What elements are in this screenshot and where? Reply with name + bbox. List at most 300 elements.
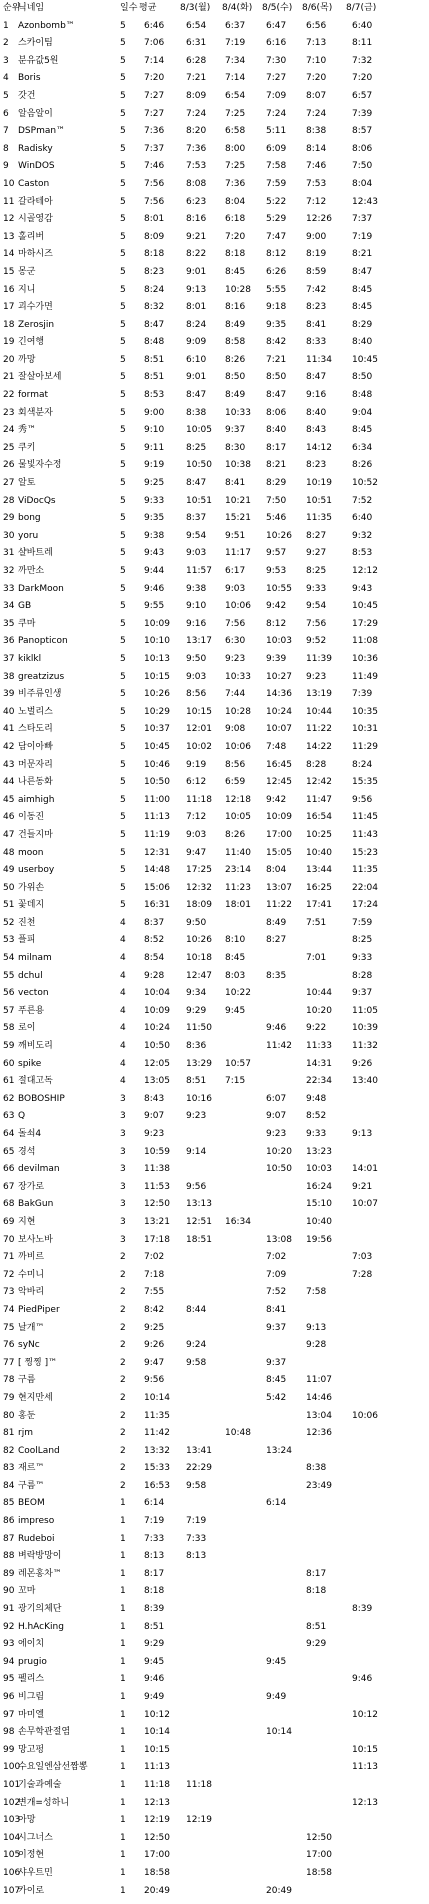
days-cell: 5	[120, 812, 126, 823]
day-2-cell: 8:04	[225, 196, 246, 207]
table-row	[0, 932, 429, 950]
day-5-cell: 7:59	[352, 917, 373, 928]
day-5-cell: 8:57	[352, 126, 373, 137]
average-cell: 7:56	[144, 178, 165, 189]
average-cell: 8:54	[144, 953, 165, 964]
table-row	[0, 1795, 429, 1813]
average-cell: 8:13	[144, 1551, 165, 1562]
table-row	[0, 387, 429, 405]
table-row	[0, 18, 429, 36]
rank-cell: 25	[3, 442, 15, 453]
day-3-cell: 8:49	[266, 917, 287, 928]
rank-cell: 61	[3, 1076, 15, 1087]
days-cell: 5	[120, 73, 126, 84]
table-row	[0, 915, 429, 933]
day-2-cell: 8:30	[225, 442, 246, 453]
days-cell: 3	[120, 1146, 126, 1157]
average-cell: 14:48	[144, 865, 170, 876]
days-cell: 5	[120, 900, 126, 911]
day-3-cell: 7:09	[266, 90, 287, 101]
table-row	[0, 35, 429, 53]
day-3-cell: 8:50	[266, 372, 287, 383]
average-cell: 9:28	[144, 970, 165, 981]
day-4-cell: 22:34	[306, 1076, 332, 1087]
table-row	[0, 1196, 429, 1214]
rank-cell: 62	[3, 1093, 15, 1104]
nickname-cell: yoru	[18, 530, 39, 541]
days-cell: 2	[120, 1410, 126, 1421]
day-2-cell: 6:18	[225, 214, 246, 225]
rank-cell: 100	[3, 1762, 21, 1773]
day-4-cell: 8:52	[306, 1111, 327, 1122]
day-1-cell: 10:16	[186, 1093, 212, 1104]
average-cell: 12:13	[144, 1797, 170, 1808]
day-4-cell: 8:51	[306, 1621, 327, 1632]
day-3-cell: 7:48	[266, 741, 287, 752]
day-2-cell: 10:28	[225, 284, 251, 295]
days-cell: 5	[120, 143, 126, 154]
day-2-cell: 8:50	[225, 372, 246, 383]
days-cell: 3	[120, 1216, 126, 1227]
day-2-cell: 8:45	[225, 266, 246, 277]
day-1-cell: 9:50	[186, 917, 207, 928]
rank-cell: 32	[3, 566, 15, 576]
day-1-cell: 9:29	[186, 1005, 207, 1016]
table-row	[0, 334, 429, 352]
table-row	[0, 405, 429, 423]
table-row	[0, 440, 429, 458]
table-row	[0, 1302, 429, 1320]
day-5-cell: 8:26	[352, 460, 373, 471]
table-row	[0, 757, 429, 775]
day-2-cell: 6:17	[225, 566, 246, 576]
day-4-cell: 10:51	[306, 495, 332, 506]
nickname-cell: 날개™	[18, 1322, 45, 1333]
day-3-cell: 17:00	[266, 829, 292, 840]
day-4-cell: 9:23	[306, 671, 327, 682]
day-2-cell: 7:44	[225, 689, 246, 700]
table-row	[0, 475, 429, 493]
day-3-cell: 6:07	[266, 1093, 287, 1104]
average-cell: 10:12	[144, 1709, 170, 1720]
rank-cell: 72	[3, 1269, 15, 1280]
header-average: 평균	[139, 3, 157, 13]
day-5-cell: 8:25	[352, 935, 373, 946]
day-2-cell: 8:49	[225, 390, 246, 401]
days-cell: 5	[120, 759, 126, 770]
table-row	[0, 1020, 429, 1038]
days-cell: 1	[120, 1674, 126, 1685]
day-1-cell: 12:51	[186, 1216, 212, 1227]
day-5-cell: 9:04	[352, 407, 373, 418]
day-3-cell: 12:45	[266, 777, 292, 788]
day-2-cell: 9:45	[225, 1005, 246, 1016]
rank-cell: 63	[3, 1111, 15, 1122]
nickname-cell: 수미니	[18, 1269, 45, 1280]
day-2-cell: 15:21	[225, 513, 251, 524]
table-row	[0, 1390, 429, 1408]
average-cell: 8:51	[144, 1621, 165, 1632]
rank-cell: 27	[3, 478, 15, 489]
days-cell: 2	[120, 1287, 126, 1298]
rank-cell: 103	[3, 1815, 21, 1826]
rank-cell: 14	[3, 249, 15, 260]
day-4-cell: 8:27	[306, 530, 327, 541]
nickname-cell: bong	[18, 513, 41, 524]
day-5-cell: 8:39	[352, 1604, 373, 1615]
day-2-cell: 9:51	[225, 530, 246, 541]
days-cell: 2	[120, 1304, 126, 1315]
nickname-cell: 꽃데지	[18, 900, 45, 911]
day-4-cell: 7:58	[306, 1287, 327, 1298]
average-cell: 9:35	[144, 513, 165, 524]
day-3-cell: 9:07	[266, 1111, 287, 1122]
average-cell: 7:56	[144, 196, 165, 207]
day-1-cell: 8:09	[186, 90, 207, 101]
rank-cell: 50	[3, 882, 15, 893]
table-row	[0, 123, 429, 141]
day-4-cell: 14:12	[306, 442, 332, 453]
table-row	[0, 246, 429, 264]
days-cell: 1	[120, 1604, 126, 1615]
day-2-cell: 7:19	[225, 38, 246, 49]
day-2-cell: 7:25	[225, 161, 246, 172]
nickname-cell: 망고펑	[18, 1744, 45, 1755]
days-cell: 5	[120, 55, 126, 66]
day-2-cell: 8:56	[225, 759, 246, 770]
day-4-cell: 14:22	[306, 741, 332, 752]
day-2-cell: 10:33	[225, 671, 251, 682]
rank-cell: 66	[3, 1164, 15, 1175]
days-cell: 1	[120, 1815, 126, 1826]
table-row	[0, 1548, 429, 1566]
day-3-cell: 8:35	[266, 970, 287, 981]
nickname-cell: Panopticon	[18, 636, 68, 647]
nickname-cell: 경석	[18, 1146, 36, 1157]
average-cell: 8:18	[144, 1586, 165, 1597]
average-cell: 7:19	[144, 1516, 165, 1527]
day-1-cell: 18:09	[186, 900, 212, 911]
days-cell: 5	[120, 231, 126, 242]
nickname-cell: Zerosjin	[18, 319, 55, 330]
day-4-cell: 8:43	[306, 425, 327, 436]
days-cell: 5	[120, 249, 126, 260]
average-cell: 8:01	[144, 214, 165, 225]
table-row	[0, 1601, 429, 1619]
average-cell: 7:27	[144, 90, 165, 101]
table-row	[0, 282, 429, 300]
rank-cell: 97	[3, 1709, 15, 1720]
average-cell: 11:18	[144, 1779, 170, 1790]
average-cell: 9:10	[144, 425, 165, 436]
days-cell: 2	[120, 1428, 126, 1439]
day-4-cell: 7:42	[306, 284, 327, 295]
day-4-cell: 8:28	[306, 759, 327, 770]
day-4-cell: 14:31	[306, 1058, 332, 1069]
day-4-cell: 11:07	[306, 1375, 332, 1386]
rank-cell: 71	[3, 1252, 15, 1263]
nickname-cell: impreso	[18, 1516, 55, 1527]
day-1-cell: 7:12	[186, 812, 207, 823]
day-3-cell: 8:29	[266, 478, 287, 489]
average-cell: 9:38	[144, 530, 165, 541]
days-cell: 5	[120, 847, 126, 858]
average-cell: 10:24	[144, 1023, 170, 1034]
day-4-cell: 7:24	[306, 108, 327, 119]
day-1-cell: 9:13	[186, 284, 207, 295]
rank-cell: 9	[3, 161, 9, 172]
day-1-cell: 8:51	[186, 1076, 207, 1087]
day-4-cell: 14:46	[306, 1392, 332, 1403]
average-cell: 16:31	[144, 900, 170, 911]
average-cell: 9:49	[144, 1692, 165, 1702]
table-row	[0, 1724, 429, 1742]
day-2-cell: 10:38	[225, 460, 251, 471]
table-row	[0, 1091, 429, 1109]
table-row	[0, 1003, 429, 1021]
days-cell: 5	[120, 882, 126, 893]
day-1-cell: 9:21	[186, 231, 207, 242]
day-4-cell: 7:12	[306, 196, 327, 207]
table-row	[0, 862, 429, 880]
day-1-cell: 13:17	[186, 636, 212, 647]
average-cell: 10:59	[144, 1146, 170, 1157]
table-row	[0, 1249, 429, 1267]
day-5-cell: 6:40	[352, 513, 373, 524]
days-cell: 4	[120, 1076, 126, 1087]
rank-cell: 104	[3, 1832, 21, 1843]
day-3-cell: 7:30	[266, 55, 287, 66]
nickname-cell: 까만소	[18, 566, 45, 576]
average-cell: 10:09	[144, 1005, 170, 1016]
day-5-cell: 8:45	[352, 302, 373, 313]
days-cell: 5	[120, 636, 126, 647]
table-row	[0, 1108, 429, 1126]
average-cell: 13:32	[144, 1445, 170, 1456]
table-row	[0, 510, 429, 528]
table-row	[0, 1320, 429, 1338]
day-3-cell: 9:42	[266, 794, 287, 805]
day-5-cell: 17:29	[352, 618, 378, 629]
day-3-cell: 7:50	[266, 495, 287, 506]
day-5-cell: 11:13	[352, 1762, 378, 1773]
average-cell: 9:33	[144, 495, 165, 506]
table-row	[0, 774, 429, 792]
nickname-cell: 홀리버	[18, 231, 45, 242]
day-1-cell: 13:29	[186, 1058, 212, 1069]
day-4-cell: 9:16	[306, 390, 327, 401]
nickname-cell: 광기의체단	[18, 1604, 62, 1615]
rank-cell: 60	[3, 1058, 15, 1069]
rank-cell: 89	[3, 1568, 15, 1579]
average-cell: 10:14	[144, 1392, 170, 1403]
day-3-cell: 10:24	[266, 706, 292, 717]
day-4-cell: 8:19	[306, 249, 327, 260]
day-1-cell: 9:23	[186, 1111, 207, 1122]
nickname-cell: 재르™	[18, 1463, 45, 1474]
days-cell: 3	[120, 1181, 126, 1192]
rank-cell: 44	[3, 777, 15, 788]
day-2-cell: 7:34	[225, 55, 246, 66]
days-cell: 5	[120, 425, 126, 436]
day-5-cell: 11:35	[352, 865, 378, 876]
rank-cell: 52	[3, 917, 15, 928]
average-cell: 10:13	[144, 653, 170, 664]
nickname-cell: 지현	[18, 1216, 36, 1227]
nickname-cell: vecton	[18, 988, 49, 999]
rank-cell: 30	[3, 530, 15, 541]
rank-cell: 34	[3, 601, 15, 612]
day-3-cell: 16:45	[266, 759, 292, 770]
day-2-cell: 9:03	[225, 583, 246, 594]
day-2-cell: 10:21	[225, 495, 251, 506]
day-3-cell: 8:45	[266, 1375, 287, 1386]
day-1-cell: 8:08	[186, 178, 207, 189]
day-5-cell: 9:33	[352, 953, 373, 964]
rank-cell: 65	[3, 1146, 15, 1157]
rank-cell: 82	[3, 1445, 15, 1456]
days-cell: 1	[120, 1885, 126, 1896]
day-2-cell: 10:05	[225, 812, 251, 823]
days-cell: 4	[120, 1005, 126, 1016]
average-cell: 11:35	[144, 1410, 170, 1421]
table-row	[0, 686, 429, 704]
day-5-cell: 7:52	[352, 495, 373, 506]
nickname-cell: 스카이팀	[18, 38, 53, 49]
day-1-cell: 7:19	[186, 1516, 207, 1527]
average-cell: 8:39	[144, 1604, 165, 1615]
day-1-cell: 6:31	[186, 38, 207, 49]
day-5-cell: 11:29	[352, 741, 378, 752]
day-5-cell: 8:28	[352, 970, 373, 981]
day-2-cell: 8:03	[225, 970, 246, 981]
day-3-cell: 9:49	[266, 1692, 287, 1702]
day-3-cell: 10:03	[266, 636, 292, 647]
nickname-cell: Q	[18, 1111, 26, 1122]
days-cell: 1	[120, 1867, 126, 1878]
table-row	[0, 950, 429, 968]
day-2-cell: 7:25	[225, 108, 246, 119]
average-cell: 8:47	[144, 319, 165, 330]
rank-cell: 48	[3, 847, 15, 858]
day-1-cell: 13:41	[186, 1445, 212, 1456]
day-2-cell: 10:57	[225, 1058, 251, 1069]
day-3-cell: 5:11	[266, 126, 287, 137]
day-4-cell: 9:22	[306, 1023, 327, 1034]
day-3-cell: 10:20	[266, 1146, 292, 1157]
day-5-cell: 8:06	[352, 143, 373, 154]
table-row	[0, 422, 429, 440]
day-1-cell: 9:03	[186, 548, 207, 559]
day-4-cell: 9:29	[306, 1639, 327, 1650]
day-4-cell: 8:07	[306, 90, 327, 101]
rank-cell: 57	[3, 1005, 15, 1016]
day-5-cell: 6:57	[352, 90, 373, 101]
day-5-cell: 13:40	[352, 1076, 378, 1087]
days-cell: 5	[120, 319, 126, 330]
nickname-cell: 마하시즈	[18, 249, 53, 260]
nickname-cell: 노벌리스	[18, 706, 53, 717]
average-cell: 10:14	[144, 1727, 170, 1738]
day-3-cell: 9:37	[266, 1357, 287, 1368]
nickname-cell: Rudeboi	[18, 1533, 55, 1544]
nickname-cell: userboy	[18, 865, 55, 876]
day-3-cell: 7:59	[266, 178, 287, 189]
table-row	[0, 1232, 429, 1250]
days-cell: 1	[120, 1797, 126, 1808]
day-2-cell: 6:37	[225, 20, 246, 31]
average-cell: 9:29	[144, 1639, 165, 1650]
days-cell: 3	[120, 1234, 126, 1245]
table-row	[0, 1671, 429, 1689]
nickname-cell: 갈라테아	[18, 196, 53, 207]
days-cell: 1	[120, 1621, 126, 1632]
day-1-cell: 12:01	[186, 724, 212, 735]
table-row	[0, 545, 429, 563]
days-cell: 1	[120, 1709, 126, 1720]
nickname-cell: [ 찡찡 ]™	[18, 1357, 58, 1368]
rank-cell: 1	[3, 20, 9, 31]
rank-cell: 22	[3, 390, 15, 401]
nickname-cell: 물빛자수정	[18, 460, 62, 471]
table-row	[0, 194, 429, 212]
day-5-cell: 8:04	[352, 178, 373, 189]
rank-cell: 78	[3, 1375, 15, 1386]
day-3-cell: 15:05	[266, 847, 292, 858]
nickname-cell: dchul	[18, 970, 43, 981]
day-1-cell: 7:33	[186, 1533, 207, 1544]
average-cell: 17:18	[144, 1234, 170, 1245]
day-2-cell: 7:56	[225, 618, 246, 629]
day-5-cell: 10:12	[352, 1709, 378, 1720]
rank-cell: 49	[3, 865, 15, 876]
day-3-cell: 8:17	[266, 442, 287, 453]
day-5-cell: 11:43	[352, 829, 378, 840]
day-1-cell: 9:01	[186, 372, 207, 383]
nickname-cell: 까망	[18, 354, 36, 365]
table-header	[0, 0, 429, 18]
day-1-cell: 8:38	[186, 407, 207, 418]
average-cell: 12:50	[144, 1199, 170, 1210]
nickname-cell: 벼락방망이	[18, 1551, 62, 1562]
rank-cell: 3	[3, 55, 9, 66]
day-4-cell: 16:54	[306, 812, 332, 823]
rank-cell: 102	[3, 1797, 21, 1808]
rank-cell: 47	[3, 829, 15, 840]
day-5-cell: 8:45	[352, 284, 373, 295]
table-row	[0, 1126, 429, 1144]
day-3-cell: 8:21	[266, 460, 287, 471]
rank-cell: 93	[3, 1639, 15, 1650]
table-row	[0, 1161, 429, 1179]
average-cell: 11:19	[144, 829, 170, 840]
day-5-cell: 7:37	[352, 214, 373, 225]
day-1-cell: 7:36	[186, 143, 207, 154]
day-3-cell: 7:47	[266, 231, 287, 242]
header-rank: 순위	[3, 3, 21, 13]
day-2-cell: 11:17	[225, 548, 251, 559]
average-cell: 20:49	[144, 1885, 170, 1896]
day-1-cell: 9:34	[186, 988, 207, 999]
nickname-cell: 쿠마	[18, 618, 36, 629]
rank-cell: 85	[3, 1498, 15, 1509]
nickname-cell: WinDOS	[18, 161, 55, 172]
average-cell: 9:07	[144, 1111, 165, 1122]
day-4-cell: 7:01	[306, 953, 327, 964]
nickname-cell: DSPman™	[18, 126, 66, 137]
day-1-cell: 9:16	[186, 618, 207, 629]
day-4-cell: 13:44	[306, 865, 332, 876]
